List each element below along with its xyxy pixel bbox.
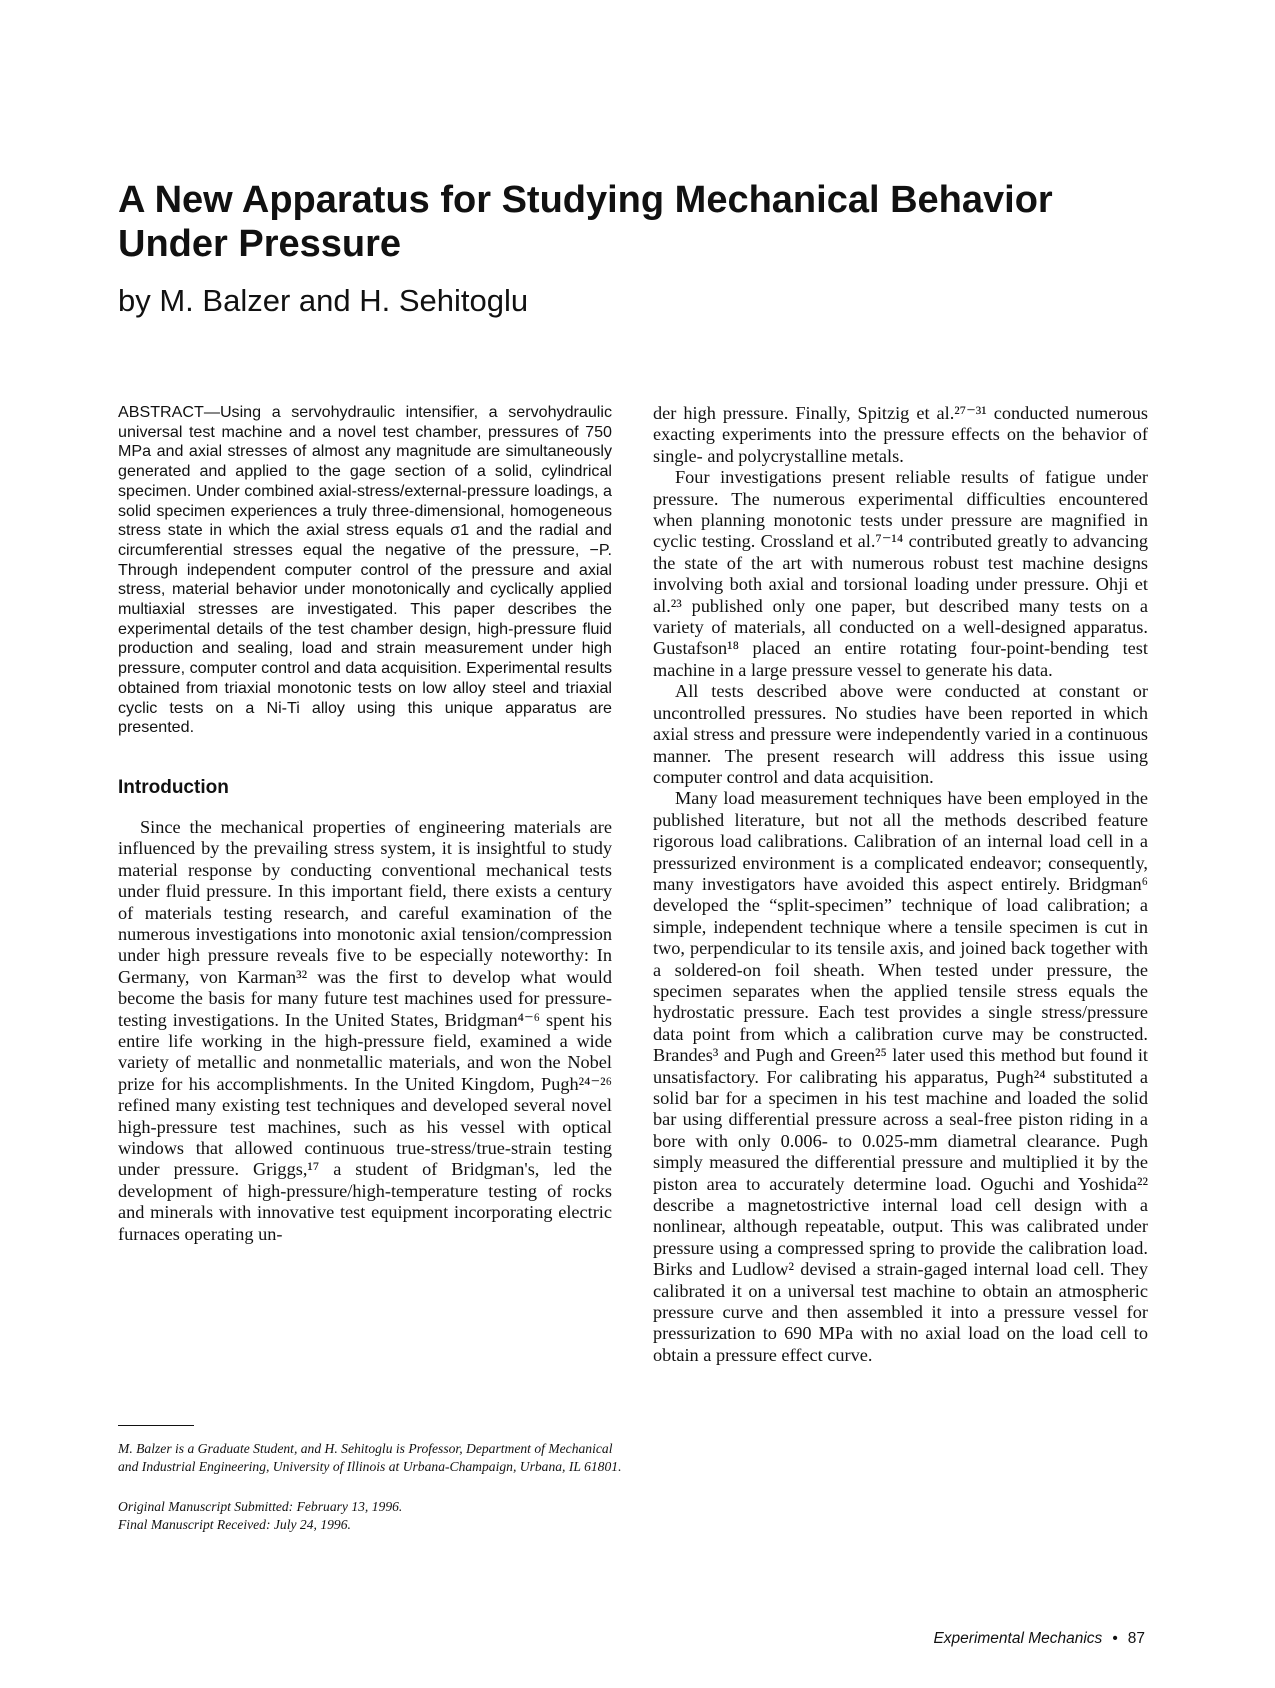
left-column bbox=[118, 403, 612, 1245]
footnote-manuscript-dates bbox=[118, 1498, 628, 1533]
footnote-submitted: Original Manuscript Submitted: February 13, 1996. bbox=[118, 1499, 403, 1514]
page-footer bbox=[933, 1630, 1145, 1648]
footer-bullet: • bbox=[1112, 1630, 1118, 1647]
author-byline: by M. Balzer and H. Sehitoglu bbox=[118, 283, 529, 318]
right-column bbox=[653, 403, 1148, 1366]
abstract: ABSTRACT—Using a servohydraulic intensifier, a servohydraulic universal test machine and a novel test chamber, pressures of 750 MPa and axial stresses of almost any magnitude are simultaneously generated and applied to the gage section of a solid, cylindrical specimen. Under combined axial-stress/external-pressure loadings, a solid specimen experiences a truly three-dimensional, homogeneous stress state in which the axial stress equals σ1 and the radial and circumferential stresses equal the negative of the pressure, −P. Through independent computer control of the pressure and axial stress, material behavior under monotonically and cyclically applied multiaxial stresses are investigated. This paper describes the experimental details of the test chamber design, high-pressure fluid production and sealing, load and strain measurement under high pressure, computer control and data acquisition. Experimental results obtained from triaxial monotonic tests on low alloy steel and triaxial cyclic tests on a Ni-Ti alloy using this unique apparatus are presented. bbox=[118, 403, 612, 737]
body-paragraph-constant-pressure: All tests described above were conducted at constant or uncontrolled pressures. No studies have been reported in which axial stress and pressure were independently varied in a continuous manner. The present research will address this issue using computer control and data acquisition. bbox=[653, 681, 1148, 787]
section-heading-introduction: Introduction bbox=[118, 776, 229, 798]
footnote-affiliation: M. Balzer is a Graduate Student, and H. Sehitoglu is Professor, Department of Mechanical and Industrial Engineering, University of Illinois at Urbana-Champaign, Urbana, IL 61801. bbox=[118, 1441, 622, 1474]
body-paragraph-continued: der high pressure. Finally, Spitzig et al.²⁷⁻³¹ conducted numerous exacting experiments into the pressure effects on the behavior of single- and polycrystalline metals. bbox=[653, 403, 1148, 466]
footnote-rule bbox=[118, 1425, 194, 1426]
intro-paragraph: Since the mechanical properties of engineering materials are influenced by the prevailing stress system, it is insightful to study material response by conducting conventional mechanical tests under fluid pressure. In this important field, there exists a century of materials testing research, and careful examination of the numerous investigations into monotonic axial tension/compression under high pressure reveals five to be especially noteworthy: In Germany, von Karman³² was the first to develop what would become the basis for many future test machines used for pressure-testing investigations. In the United States, Bridgman⁴⁻⁶ spent his entire life working in the high-pressure field, examined a wide variety of metallic and nonmetallic materials, and won the Nobel prize for his accomplishments. In the United Kingdom, Pugh²⁴⁻²⁶ refined many existing test techniques and developed several novel high-pressure test machines, such as his vessel with optical windows that allowed continuous true-stress/true-strain testing under pressure. Griggs,¹⁷ a student of Bridgman's, led the development of high-pressure/high-temperature testing of rocks and minerals with innovative test equipment incorporating electric furnaces operating un- bbox=[118, 816, 612, 1244]
article-title: A New Apparatus for Studying Mechanical Behavior Under Pressure bbox=[118, 179, 1053, 265]
footnote-received: Final Manuscript Received: July 24, 1996. bbox=[118, 1516, 351, 1532]
page-number: 87 bbox=[1127, 1630, 1145, 1647]
body-paragraph-fatigue: Four investigations present reliable results of fatigue under pressure. The numerous experimental difficulties encountered when planning monotonic tests under pressure are magnified in cyclic testing. Crossland et al.⁷⁻¹⁴ contributed greatly to advancing the state of the art with numerous robust test machine designs involving both axial and torsional loading under pressure. Ohji et al.²³ published only one paper, but described many tests on a variety of materials, all conducted on a well-designed apparatus. Gustafson¹⁸ placed an entire rotating four-point-bending test machine in a large pressure vessel to generate his data. bbox=[653, 467, 1148, 680]
body-paragraph-load-measurement: Many load measurement techniques have been employed in the published literature, but not all the methods described feature rigorous load calibrations. Calibration of an internal load cell in a pressurized environment is a complicated endeavor; consequently, many investigators have avoided this aspect entirely. Bridgman⁶ developed the “split-specimen” technique of load calibration; a simple, independent technique where a tensile specimen is cut in two, perpendicular to its tensile axis, and joined back together with a soldered-on foil sheath. When tested under pressure, the specimen separates when the applied tensile stress equals the hydrostatic pressure. Each test provides a single stress/pressure data point from which a calibration curve may be constructed. Brandes³ and Pugh and Green²⁵ later used this method but found it unsatisfactory. For calibrating his apparatus, Pugh²⁴ substituted a solid bar for a specimen in his test machine and loaded the solid bar using differential pressure across a seal-free piston riding in a bore with only 0.006- to 0.025-mm diametral clearance. Pugh simply measured the differential pressure and multiplied it by the piston area to accurately determine load. Oguchi and Yoshida²² describe a magnetostrictive internal load cell design with a nonlinear, although repeatable, output. This was calibrated under pressure using a compressed spring to provide the calibration load. Birks and Ludlow² devised a strain-gaged internal load cell. They calibrated it on a universal test machine to obtain an atmospheric pressure curve and then assembled it into a pressure vessel for pressurization to 690 MPa with no axial load on the load cell to obtain a pressure effect curve. bbox=[653, 788, 1148, 1365]
journal-name: Experimental Mechanics bbox=[933, 1630, 1103, 1647]
